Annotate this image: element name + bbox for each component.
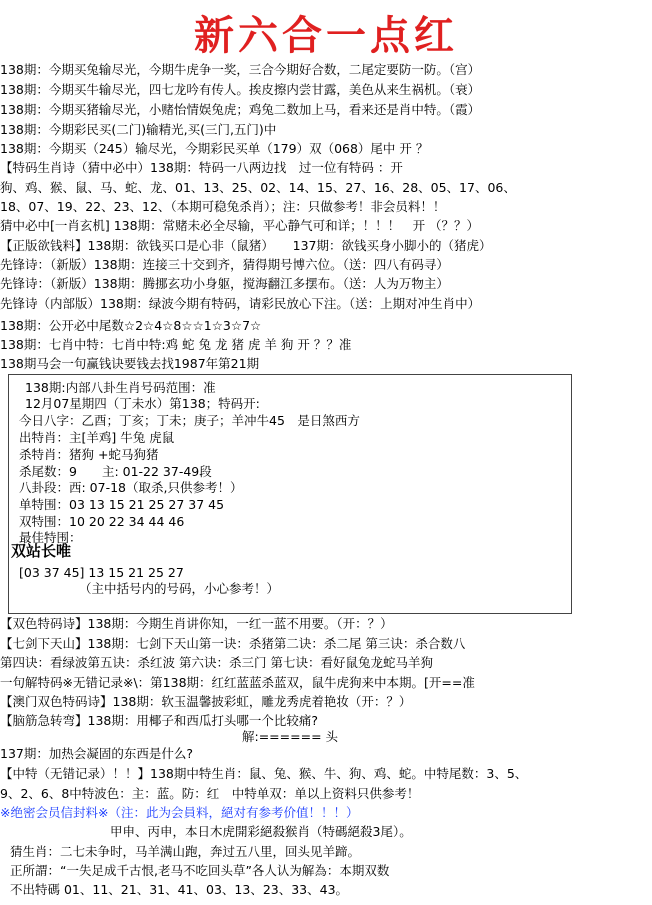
text-line: 【澳门双色特码诗】138期：软玉温馨披彩虹，雕龙秀虎着艳妆（开：？） (0, 694, 412, 709)
box-line: 138期:内部八卦生肖号码范围：准 (25, 380, 216, 395)
info-box (8, 374, 572, 614)
box-line: 最佳特围： (19, 530, 82, 545)
text-line: 9、2、6、8中特波色：主：蓝。防：红 中特单双：单以上资料只供参考！ (0, 786, 420, 801)
box-line: 单特围：03 13 15 21 25 27 37 45 (19, 497, 225, 512)
page-title: 新六合一点红 (194, 12, 458, 59)
box-line: 12月07星期四（丁未水）第138；特码开: (25, 396, 260, 411)
text-line: 138期：今期买（245）输尽光，今期彩民买单（179）双（068）尾中 开 ？ (0, 141, 429, 156)
text-line: 【特码生肖诗（猜中必中）138期：特码一八两边找 过一位有特码 ：开 (0, 160, 403, 175)
box-line: （主中括号内的号码，小心参考！） (79, 581, 280, 596)
text-line: 正所謂：“一失足成千古恨,老马不吃回头草”各人认为解為：本期双数 (10, 863, 390, 878)
text-line: 138期：七肖中特：七肖中特:鸡 蛇 兔 龙 猪 虎 羊 狗 开 ？？准 (0, 337, 352, 352)
text-line: 138期：今期买兔输尽光，今期牛虎争一奖，三合今期好合数，二尾定要防一防。（宫） (0, 62, 481, 77)
text-line: 138期：今期彩民买(二门)输精光,买(三门,五门)中 (0, 122, 277, 137)
text-line: 先锋诗（内部版）138期：绿波今期有特码，请彩民放心下注。（送：上期对冲生肖中） (0, 296, 481, 311)
box-line: 杀尾数：9 主: 01-22 37-49段 (19, 464, 212, 479)
text-line: 解:====== 头 (242, 729, 339, 744)
box-line: [03 37 45] 13 15 21 25 27 (19, 565, 184, 580)
site-owner-label: 双站长唯 (11, 542, 72, 560)
text-line: 137期：加热会凝固的东西是什么? (0, 746, 193, 761)
text-line: 138期：今期买猪输尽光，小赌怡情娱兔虎；鸡兔二数加上马，看来还是肖中特。（霞） (0, 102, 481, 117)
text-line: 【脑筋急转弯】138期：用椰子和西瓜打头哪一个比较痛? (0, 713, 318, 728)
text-line: 【中特（无错记录）！！】138期中特生肖：鼠、兔、猴、牛、狗、鸡、蛇。中特尾数：3、5、 (0, 766, 528, 781)
text-line: 138期：公开必中尾数☆2☆4☆8☆☆1☆3☆7☆ (0, 318, 262, 333)
box-line: 双特围：10 20 22 34 44 46 (19, 514, 185, 529)
text-line: 猜生肖：二七未争时，马羊满山跑，奔过五八里，回头见羊蹄。 (10, 844, 361, 859)
text-line: 【双色特码诗】138期：今期生肖讲你知，一红一蓝不用要。（开：？） (0, 616, 393, 631)
box-line: 今日八字：乙酉；丁亥；丁未；庚子；羊冲牛45 是日煞西方 (19, 413, 360, 428)
text-line: 先锋诗：（新版）138期：腾挪玄功小身躯，搅海翻江多摆布。（送：人为万物主） (0, 276, 449, 291)
text-line: 138期：今期买牛输尽光，四七龙吟有传人。挨皮擦内尝甘露，美色从来生祸机。（衰） (0, 82, 481, 97)
box-line: 杀特肖：猪狗 +蛇马狗猪 (19, 447, 159, 462)
text-line: 狗、鸡、猴、鼠、马、蛇、龙、01、13、25、02、14、15、27、16、28、05、17、06、 (0, 180, 516, 195)
text-line: 一句解特码※无错记录※\：第138期：红红蓝蓝杀蓝双，鼠牛虎狗来中本期。[开==准 (0, 675, 475, 690)
text-line: 18、07、19、22、23、12、（本期可稳兔杀肖）；注：只做参考！非会员料！！ (0, 199, 446, 214)
text-line: 第四诀：看绿波第五诀：杀红波 第六诀：杀三门 第七诀：看好鼠兔龙蛇马羊狗 (0, 655, 433, 670)
text-line: 138期马会一句赢钱诀要钱去找1987年第21期 (0, 356, 260, 371)
text-line: 不出特碼 01、11、21、31、41、03、13、23、33、43。 (10, 882, 349, 897)
box-line: 出特肖：主[羊鸡] 牛兔 虎鼠 (19, 430, 175, 445)
text-line: 先锋诗：（新版）138期：连接三十交到齐，猜得期号博六位。（送：四八有码寻） (0, 257, 449, 272)
text-line: 【七剑下天山】138期：七剑下天山第一诀：杀猪第二诀：杀二尾 第三诀：杀合数八 (0, 636, 466, 651)
text-line: 【正版欲钱料】138期：欲钱买口是心非（鼠猪） 137期：欲钱买身小脚小的（猪虎） (0, 238, 492, 253)
text-line: 猜中必中[一肖玄机] 138期：常赌未必全尽输，平心静气可和详；！！！ 开 （？？） (0, 218, 480, 233)
box-line: 八卦段：西: 07-18（取杀,只供参考！） (19, 480, 243, 495)
text-line: 甲申、丙申，本日木虎開彩絕殺猴肖（特碼絕殺3尾）。 (110, 824, 412, 839)
member-note: ※绝密会员信封料※（注：此为会員料，絕对有参考价值！！！） (0, 805, 359, 820)
